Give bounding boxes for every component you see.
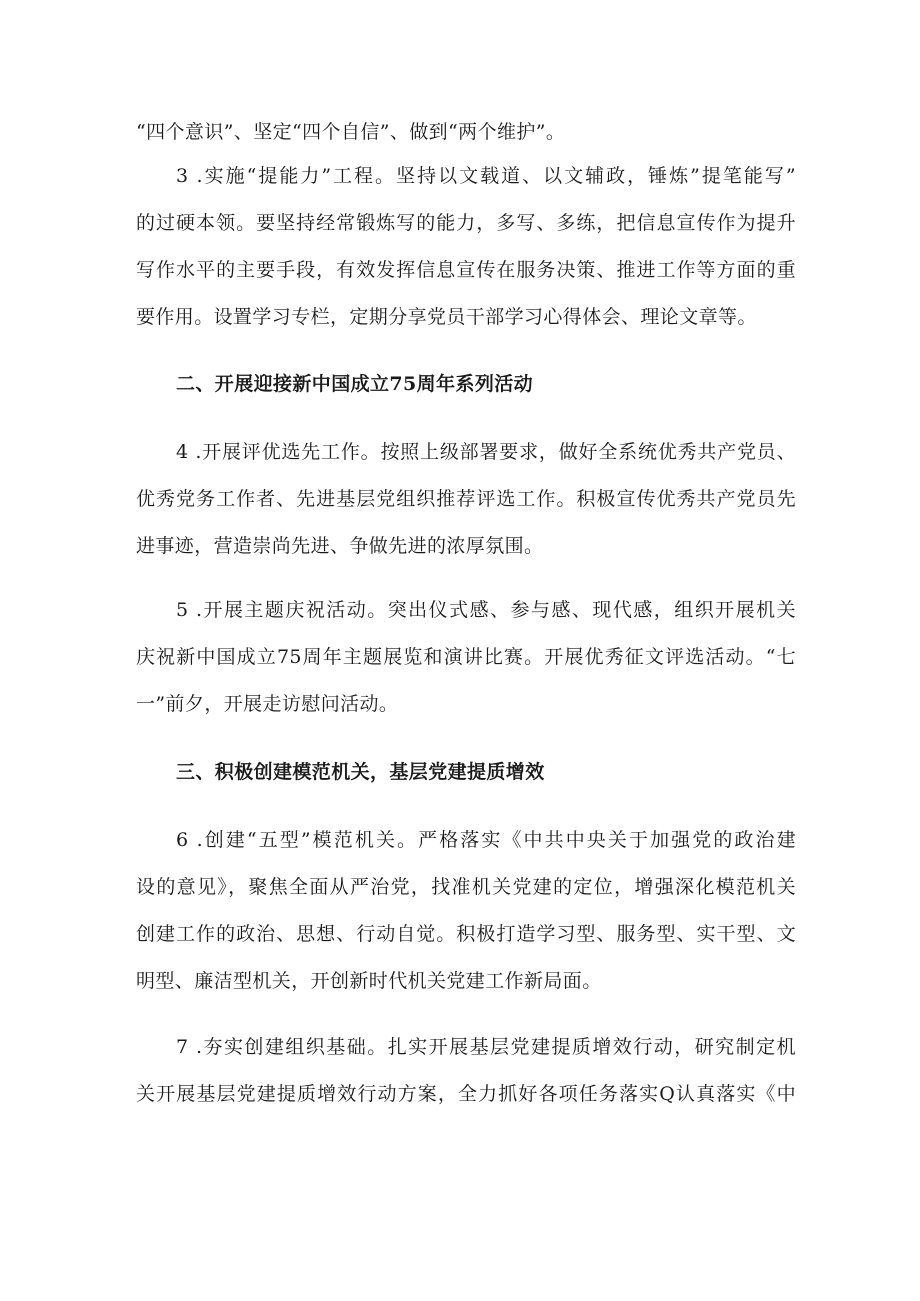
paragraph-line: 7 .夯实创建组织基础。扎实开展基层党建提质增效行动，研究制定机 [176,1036,796,1058]
paragraph-line: 的过硬本领。要坚持经常锻炼写的能力，多写、多练，把信息宣传作为提升 [136,212,796,234]
paragraph-line: 优秀党务工作者、先进基层党组织推荐评选工作。积极宣传优秀共产党员先 [136,488,796,510]
paragraph-line: 设的意见》，聚焦全面从严治党，找准机关党建的定位，增强深化模范机关 [136,876,796,898]
paragraph-line: 4 .开展评优选先工作。按照上级部署要求，做好全系统优秀共产党员、 [176,441,796,463]
section-heading: 二、开展迎接新中国成立75周年系列活动 [176,373,534,395]
paragraph-line: “四个意识”、坚定“四个自信”、做到“两个维护”。 [136,121,566,143]
paragraph-line: 写作水平的主要手段，有效发挥信息宣传在服务决策、推进工作等方面的重 [136,259,796,281]
paragraph-line: 一”前夕，开展走访慰问活动。 [136,693,399,715]
paragraph-line: 进事迹，营造崇尚先进、争做先进的浓厚氛围。 [136,535,544,557]
section-heading: 三、积极创建模范机关，基层党建提质增效 [176,761,545,783]
paragraph-line: 要作用。设置学习专栏，定期分享党员干部学习心得体会、理论文章等。 [136,306,757,328]
paragraph-line: 关开展基层党建提质增效行动方案，全力抓好各项任务落实Q认真落实《中 [136,1083,796,1105]
paragraph-line: 5 .开展主题庆祝活动。突出仪式感、参与感、现代感，组织开展机关 [176,599,796,621]
paragraph-line: 3 .实施“提能力”工程。坚持以文载道、以文辅政，锤炼”提笔能写” [176,165,796,187]
paragraph-line: 创建工作的政治、思想、行动自觉。积极打造学习型、服务型、实干型、文 [136,923,796,945]
paragraph-line: 庆祝新中国成立75周年主题展览和演讲比赛。开展优秀征文评选活动。“七 [136,646,796,668]
paragraph-line: 明型、廉洁型机关，开创新时代机关党建工作新局面。 [136,970,602,992]
paragraph-line: 6 .创建“五型”模范机关。严格落实《中共中央关于加强党的政治建 [176,829,796,851]
